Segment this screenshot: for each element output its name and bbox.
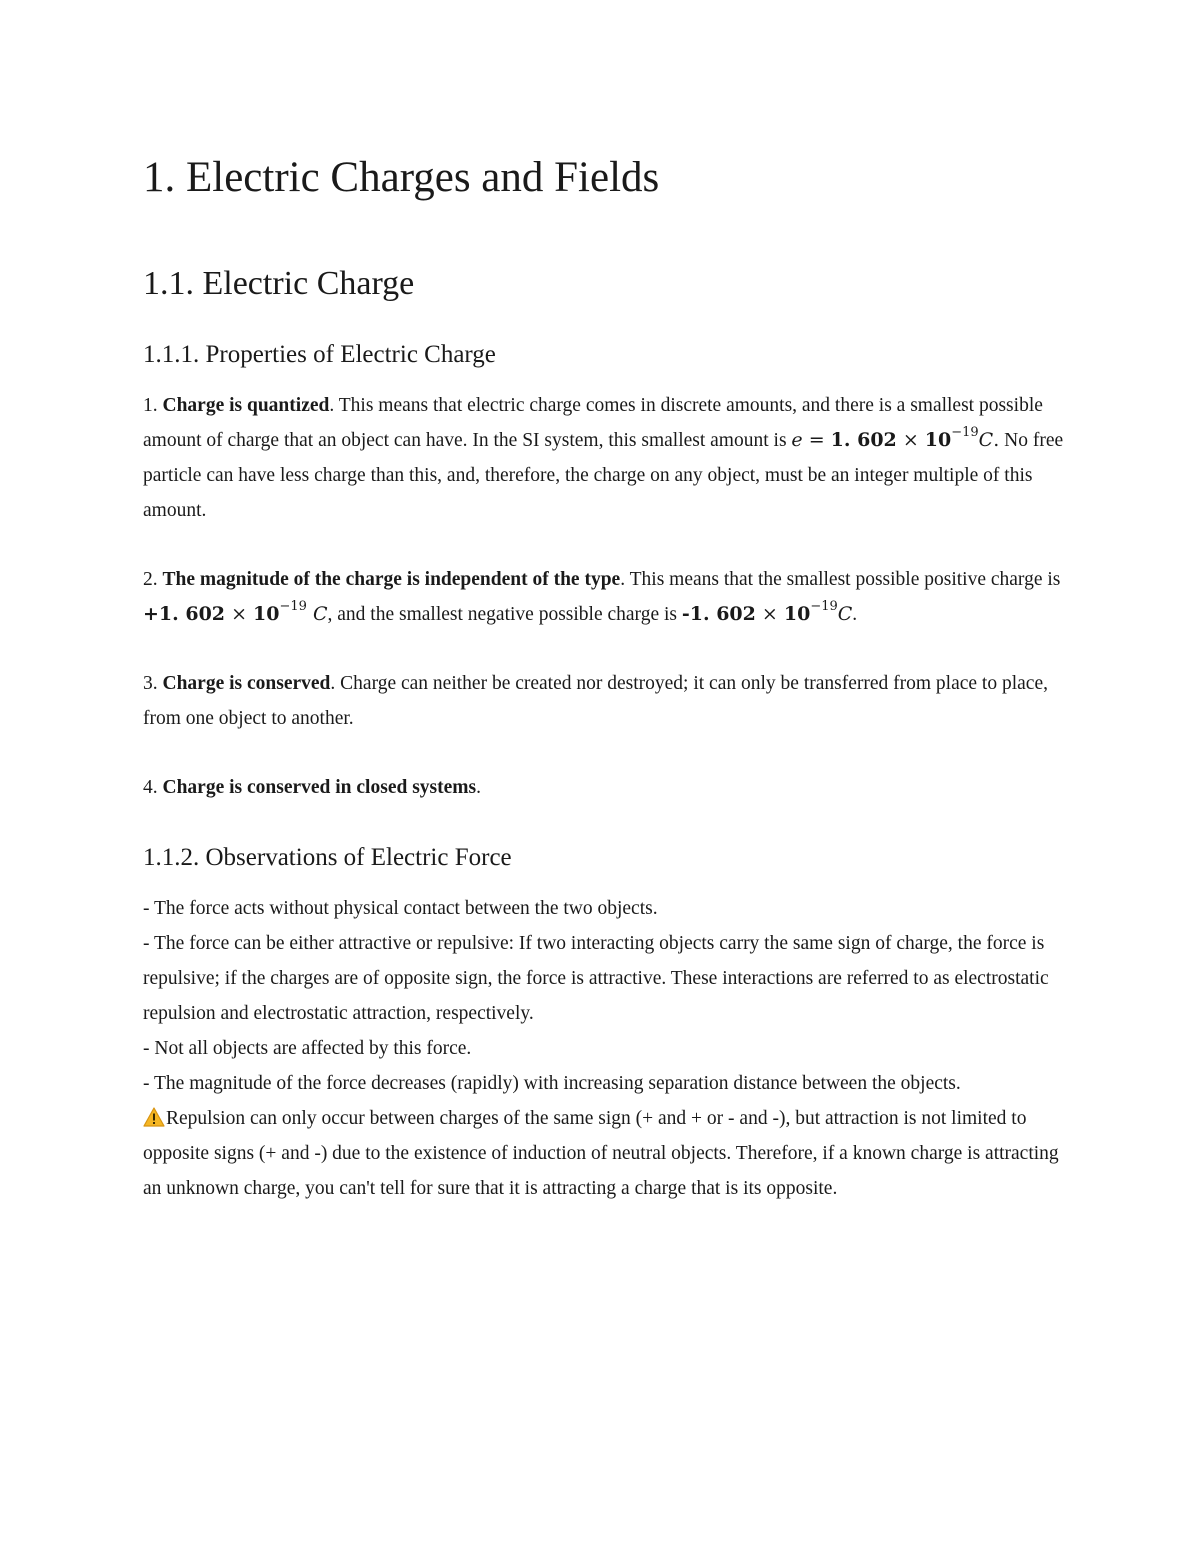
property-1-bold: Charge is quantized bbox=[162, 395, 330, 417]
property-2-paragraph: 2. The magnitude of the charge is independent of the type. This means that the smallest possible positive charge is +1. $602 \times 10^{-19}$ C, and the smallest negative possible charge is -1. $602 \times 10^{-19}C$. bbox=[143, 569, 1061, 626]
negative-charge-value: -1. $602 \times 10^{-19}C$ bbox=[681, 599, 853, 626]
warning-note: Repulsion can only occur between charges of the same sign (+ and + or - and -), but attraction is not limited to opposite signs (+ and -) due to the existence of induction of neutral objects. Therefore, if a known charge is attracting an unknown charge, you can't tell for sure that it is attracting a charge that is its opposite. bbox=[143, 1101, 1070, 1206]
observation-line: - Not all objects are affected by this force. bbox=[143, 1038, 472, 1060]
property-4-paragraph: 4. Charge is conserved in closed systems. bbox=[143, 777, 481, 799]
observation-line: - The magnitude of the force decreases (rapidly) with increasing separation distance between the objects. bbox=[143, 1073, 961, 1095]
warning-icon bbox=[143, 1104, 165, 1124]
subsection-heading-properties: 1.1.1. Properties of Electric Charge bbox=[143, 341, 496, 369]
property-3-paragraph: 3. Charge is conserved. Charge can neither be created nor destroyed; it can only be transferred from place to place, from one object to another. bbox=[143, 673, 1048, 730]
property-4-bold: Charge is conserved in closed systems bbox=[162, 777, 477, 799]
positive-charge-value: +1. $602 \times 10^{-19}$ C bbox=[143, 599, 328, 626]
page-title: 1. Electric Charges and Fields bbox=[143, 154, 660, 201]
observations-list bbox=[143, 891, 1070, 1206]
observation-line: - The force acts without physical contact between the two objects. bbox=[143, 898, 658, 920]
subsection-heading-observations: 1.1.2. Observations of Electric Force bbox=[143, 844, 512, 872]
property-1-paragraph: 1. Charge is quantized. This means that electric charge comes in discrete amounts, and there is a smallest possible amount of charge that an object can have. In the SI system, this smallest amount is e = 1. $602 \times 10^{-19}C$. No free particle can have less charge than this, and, therefore, the charge on any object, must be an integer multiple of this amount. bbox=[143, 395, 1064, 522]
observation-line: - The force can be either attractive or repulsive: If two interacting objects carry the same sign of charge, the force is repulsive; if the charges are of opposite sign, the force is attractive. These interactions are referred to as electrostatic repulsion and electrostatic attraction, respectively. bbox=[143, 933, 1049, 1025]
section-heading: 1.1. Electric Charge bbox=[143, 264, 415, 302]
elementary-charge-equation: e = 1. $602 \times 10^{-19}C$. bbox=[791, 425, 1000, 452]
property-3-bold: Charge is conserved bbox=[162, 673, 331, 695]
property-2-bold: The magnitude of the charge is independent of the type bbox=[162, 569, 621, 591]
